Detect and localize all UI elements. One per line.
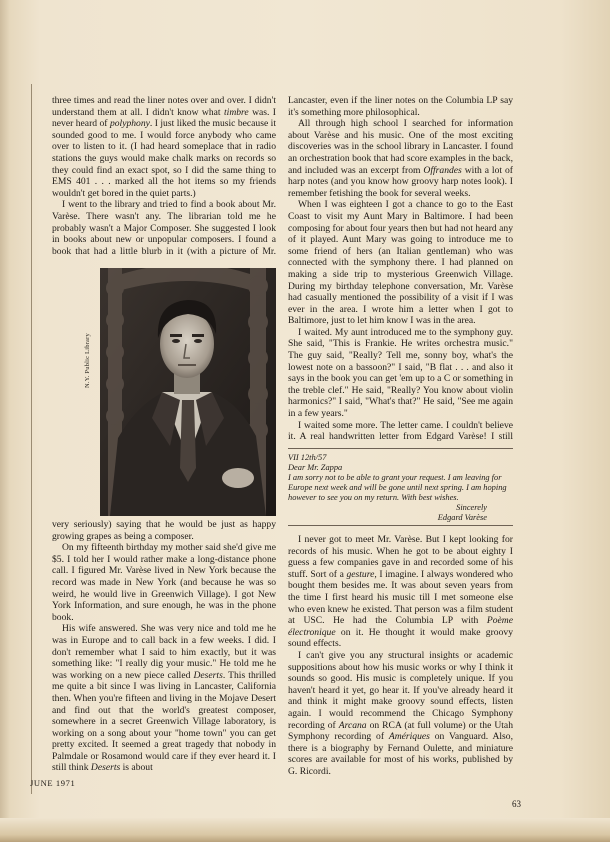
page-number: 63: [512, 799, 521, 809]
article-column-left-top: [52, 95, 276, 257]
page-bottom-edge: [0, 818, 610, 842]
letter-body: I am sorry not to be able to grant your request. I am leaving for Europe next week and will be gone until next spring. I am hoping however to see you on my return. With best wishes.: [288, 473, 507, 502]
paragraph: I went to the library and tried to find a book about Mr. Varèse. There wasn't any. The librarian told me he probably wasn't a Major Composer. She suggested I look in books about new or unpopular composers. I found a book that had a little blurb in it (with a picture of Mr.: [52, 199, 276, 257]
issue-date: JUNE 1971: [30, 778, 76, 788]
article-column-left-bottom: [52, 519, 276, 783]
letter-date: VII 12th/57: [288, 453, 327, 462]
paragraph: When I was eighteen I got a chance to go to the East Coast to visit my Aunt Mary in Baltimore. I had been composing for about four years then but had not heard any of it played. Aunt Mary was going to introduce me to some friend of hers (an Italian gentleman) who was connected with the symphony there. I had planned on making a side trip to mysterious Greenwich Village. During my birthday telephone conversation, Mr. Varèse had casually mentioned the possibility of a visit if I was ever in the area. I wrote him a letter when I got to Baltimore, just to let him know I was in the area.: [288, 199, 513, 327]
paragraph: very seriously) saying that he would be just as happy growing grapes as being a composer.: [52, 519, 276, 542]
paragraph: All through high school I searched for information about Varèse and his music. One of the most exciting discoveries was in the school library in Lancaster. I found an orchestration book that had score examples in the back, and included was an excerpt from Offrandes with a lot of harp notes (and you know how groovy harp notes look). I remember fetishing the book for several weeks.: [288, 118, 513, 199]
paragraph: I waited. My aunt introduced me to the symphony guy. She said, "This is Frankie. He writes orchestra music." The guy said, "Really? Tell me, sonny boy, what's the lowest note on a bassoon?" I said, "B flat . . . and also it says in the book you can get 'em up to a C or something in the treble clef." He said, "Really? You know about violin harmonics?" I said, "What's that?" He said, "See me again in a few years.": [288, 326, 513, 420]
article-column-right-top: [288, 95, 513, 442]
letter-salutation: Dear Mr. Zappa: [288, 463, 343, 472]
varese-portrait-photo: [100, 268, 276, 516]
article-column-right-bottom: [288, 534, 513, 778]
paragraph: His wife answered. She was very nice and told me he was in Europe and to call back in a few weeks. I did. I don't remember what I said to him exactly, but it was something like: "I really dig your music." He told me he was working on a new piece called Deserts. This thrilled me quite a bit since I was living in Lancaster, California then. When you're fifteen and living in the Mojave Desert and find out that the world's greatest composer, somewhere in a secret Greenwich Village laboratory, is working on a song about your "home town" you can get pretty excited. It seemed a great tragedy that nobody in Palmdale or Rosamond would care if they ever heard it. I still think Deserts is about: [52, 623, 276, 774]
letter-signature: Edgard Varèse: [437, 513, 487, 522]
varese-letter-quote: [288, 448, 513, 526]
paragraph: Lancaster, even if the liner notes on the Columbia LP say it's something more philosophical.: [288, 95, 513, 118]
paragraph: I waited some more. The letter came. I couldn't believe it. A real handwritten letter from Edgard Varèse! I still: [288, 419, 513, 442]
letter-closing: Sincerely: [456, 503, 487, 512]
binding-edge-line: [31, 84, 32, 794]
paragraph: I never got to meet Mr. Varèse. But I kept looking for records of his music. When he got to be about eighty I guess a few companies gave in and recorded some of his stuff. Sort of a gesture, I imagine. I always wondered who bought them besides me. It was about seven years from the time I first heard his music till I met someone else who even knew he existed. That person was a film student at USC. He had the Columbia LP with Poème électronique on it. He thought it would make groovy sound effects.: [288, 534, 513, 650]
paragraph: I can't give you any structural insights or academic suppositions about how his music works or why I think it sounds so good. His music is completely unique. If you haven't heard it yet, go hear it. If you've already heard it and think it might make groovy sound effects, listen again. I would recommend the Chicago Symphony recording of Arcana on RCA (at full volume) or the Utah Symphony recording of Amériques on Vanguard. Also, there is a biography by Fernand Oulette, and miniature scores are available for most of his works, published by G. Ricordi.: [288, 649, 513, 777]
photo-credit: N.Y. Public Library: [84, 333, 91, 388]
portrait-illustration: [100, 268, 276, 516]
paragraph: three times and read the liner notes over and over. I didn't understand them at all. I didn't know what timbre was. I never heard of polyphony. I just liked the music because it sounded good to me. I would force anybody who came over to listen to it. (I had heard someplace that in radio stations the guys would make chalk marks on records so they could find an exact spot, so I did the same thing to EMS 401 . . . marked all the hot items so my friends wouldn't get bored in the quiet parts.): [52, 95, 276, 199]
paragraph: On my fifteenth birthday my mother said she'd give me $5. I told her I would rather make a long-distance phone call. I figured Mr. Varèse lived in New York because the record was made in New York (and because he was so weird, he would live in Greenwich Village). I got New York Information, and sure enough, he was in the phone book.: [52, 542, 276, 623]
